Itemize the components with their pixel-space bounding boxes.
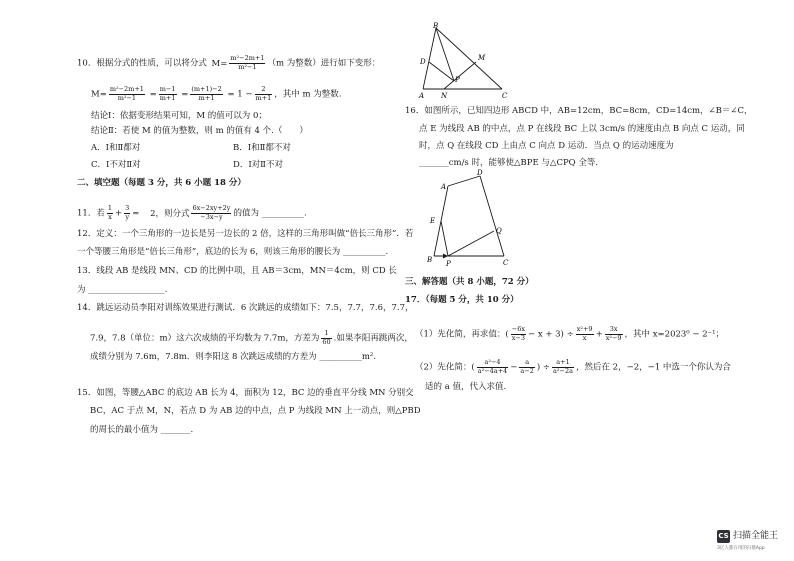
section-3-heading: 三、解答题（共 8 小题，72 分） [405, 277, 534, 287]
q10-option-c: C．Ⅰ不对Ⅱ对 [91, 160, 141, 170]
q15-line-3: 的周长的最小值为 _______. [90, 425, 194, 435]
q10-conclusion-2: 结论Ⅱ：若使 M 的值为整数，则 m 的值有 4 个.（ ） [91, 126, 308, 136]
q16-line-4: _______cm/s 时，能够使△BPE 与△CPQ 全等. [419, 158, 599, 168]
label-p: P [446, 260, 451, 268]
q15-line-1: 15．如图，等腰△ABC 的底边 AB 长为 4，面积为 12，BC 边的垂直平分线 MN 分别交 [77, 388, 414, 398]
label-b: B [427, 256, 433, 264]
section-2-heading: 二、填空题（每题 3 分，共 6 小题 18 分） [77, 178, 246, 188]
q14-line-2: 7.9，7.8（单位：m）这六次成绩的平均数为 7.7m，方差为 $\frac{1}{60}$ .如果李阳再跳两次， [90, 329, 413, 346]
segment-pq [448, 231, 494, 256]
watermark-subtitle: 3亿人都在用的扫描App [717, 546, 765, 551]
label-b: B [433, 22, 439, 30]
q17-part-2: （2）先化简：( $\frac{\text{a²−4}}{\text{a²−4a+4}}$ − $\frac{a}{a-2}$ ) ÷ $\frac{a+1}{\text{a²−2a}}$ ，然后在 2，−2，−1 中选一个你认为合 [415, 358, 731, 375]
q14-line-3: 成绩分别为 7.6m，7.8m．则李阳这 8 次跳远成绩的方差为 __________m². [90, 352, 377, 362]
label-a: A [419, 92, 425, 100]
camscanner-logo-icon: CS [717, 530, 730, 543]
q12-line-1: 12．定义：一个三角形的一边长是另一边长的 2 倍，这样的三角形叫做“倍长三角形”．若 [77, 229, 414, 239]
label-q: Q [496, 227, 502, 235]
q17-part-2-line-2: 适的 a 值，代入求值. [425, 382, 507, 392]
label-a: A [441, 183, 447, 191]
label-n: N [441, 92, 448, 100]
q13-line-2: 为 __________________. [77, 285, 168, 295]
label-d: D [477, 169, 483, 177]
segment-dp [429, 62, 454, 81]
q10-conclusion-1: 结论Ⅰ：依据变形结果可知，M 的值可以为 0； [91, 111, 267, 121]
q16-line-1: 16．如图所示，已知四边形 ABCD 中，AB=12cm，BC=8cm，CD=14cm，∠B＝∠C， [405, 106, 753, 116]
q10-option-d: D．Ⅰ对Ⅱ不对 [233, 160, 283, 170]
q16-line-2: 点 E 为线段 AB 的中点，点 P 在线段 BC 上以 3cm/s 的速度由点 B 向点 C 运动，同 [419, 124, 745, 134]
q10-intro: 10．根据分式的性质，可以将分式 M= $\frac{\text{m²−2m+1}}{\text{m²−1}}$ （m 为整数）进行如下变形： [77, 54, 381, 71]
triangle-figure [410, 20, 515, 102]
q17-part-1: （1）先化简，再求值：( $\frac{-6x}{x-3}$ − x + 3) ÷ $\frac{\text{x²+9}}{x}$ + $\frac{3x}{\text{x²−9}}$ ，其中 x=2023⁰ − 2⁻¹； [415, 325, 725, 342]
label-d: D [420, 58, 426, 66]
segment-ep [441, 221, 448, 256]
camscanner-watermark [717, 530, 793, 556]
q10-option-b: B．Ⅰ和Ⅱ都不对 [233, 143, 291, 153]
segment-dc [480, 176, 504, 256]
q12-line-2: 一个等腰三角形是“倍长三角形”，底边的长为 6，则该三角形的腰长为 __________. [77, 247, 389, 257]
q10-option-a: A．Ⅰ和Ⅱ都对 [91, 143, 141, 153]
label-c: C [502, 92, 508, 100]
label-e: E [430, 217, 436, 225]
q17-title: 17．（每题 5 分，共 10 分） [405, 295, 519, 305]
q10-equation: M= $\frac{\text{m²−2m+1}}{\text{m²−1}}$ = $\frac{m-1}{m+1}$ = $\frac{(m+1)-2}{m+1}$ = 1 − $\frac{2}{m+1}$ ，其中 m 为整数. [91, 85, 342, 102]
quadrilateral-figure [426, 168, 526, 268]
watermark-title: 扫描全能王 [733, 531, 779, 541]
label-c: C [503, 259, 509, 267]
q14-line-1: 14．跳远运动员李阳对训练效果进行测试．6 次跳远的成绩如下：7.5，7.7，7.6，7.7， [77, 303, 414, 313]
label-m: M [478, 54, 486, 62]
question-11: 11．若 $\frac{1}{x}$ + $\frac{3}{y}$ = 2，则分式 $\frac{6x-2xy+2y}{-3x-y}$ 的值为 __________. [77, 204, 307, 221]
label-p: P [455, 76, 460, 84]
q15-line-2: BC，AC 于点 M，N，若点 D 为 AB 边的中点，点 P 为线段 MN 上一动点，则△PBD [90, 406, 421, 416]
q16-line-3: 时，点 Q 在线段 CD 上由点 C 向点 D 运动．当点 Q 的运动速度为 [419, 141, 674, 151]
segment-ad [448, 176, 480, 186]
q13-line-1: 13．线段 AB 是线段 MN、CD 的比例中项，且 AB＝3cm，MN＝4cm，则 CD 长 [77, 266, 397, 276]
